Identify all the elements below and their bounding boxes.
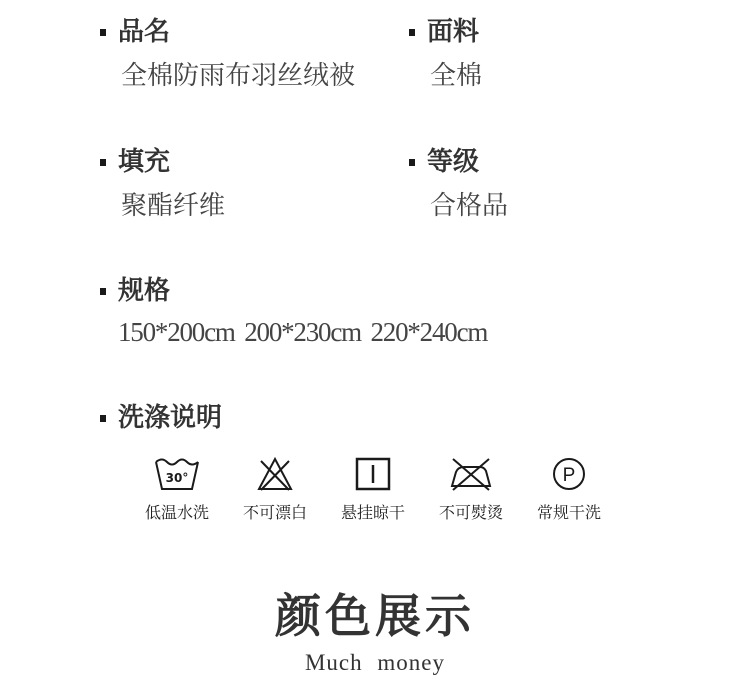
care-item-iron	[422, 456, 520, 523]
care-item-bleach	[226, 456, 324, 523]
bullet-icon	[409, 29, 415, 36]
bullet-icon	[100, 159, 106, 166]
field-washing	[100, 402, 222, 434]
field-grade	[409, 146, 508, 222]
field-value: 全棉	[430, 61, 483, 91]
care-caption: 不可熨烫	[438, 503, 503, 522]
wash-30-icon	[154, 456, 200, 492]
field-label: 等级	[427, 147, 480, 177]
field-label: 填充	[118, 147, 171, 177]
field-label: 面料	[427, 17, 480, 47]
care-caption: 悬挂晾干	[340, 503, 405, 522]
no-iron-icon	[448, 456, 494, 492]
size-list: 150*200cm 200*230cm 220*240cm	[118, 317, 488, 347]
field-spec	[100, 275, 487, 348]
field-name	[100, 16, 355, 92]
bullet-icon	[100, 288, 106, 295]
dry-clean-letter: P	[562, 465, 576, 486]
field-label: 洗涤说明	[118, 403, 223, 433]
hang-dry-icon	[350, 456, 396, 492]
care-icons	[128, 456, 618, 523]
care-item-wash	[128, 456, 226, 523]
dry-clean-icon	[546, 456, 592, 492]
field-label: 品名	[118, 17, 171, 47]
field-fabric	[409, 16, 482, 92]
bullet-icon	[100, 29, 106, 36]
section-subtitle: Much money	[304, 650, 445, 675]
field-filling	[100, 146, 225, 222]
care-item-dry	[324, 456, 422, 523]
field-value: 聚酯纤维	[121, 191, 226, 221]
care-caption: 常规干洗	[536, 503, 601, 522]
care-caption: 低温水洗	[144, 503, 209, 522]
care-item-dryclean	[520, 456, 618, 523]
field-value: 全棉防雨布羽丝绒被	[121, 61, 356, 91]
no-bleach-icon	[252, 456, 298, 492]
section-title: 颜色展示	[275, 589, 475, 643]
bullet-icon	[409, 159, 415, 166]
care-caption: 不可漂白	[242, 503, 307, 522]
field-label: 规格	[118, 276, 171, 306]
wash-temp-label: 30°	[165, 471, 189, 485]
bullet-icon	[100, 415, 106, 422]
field-value: 合格品	[430, 191, 509, 221]
